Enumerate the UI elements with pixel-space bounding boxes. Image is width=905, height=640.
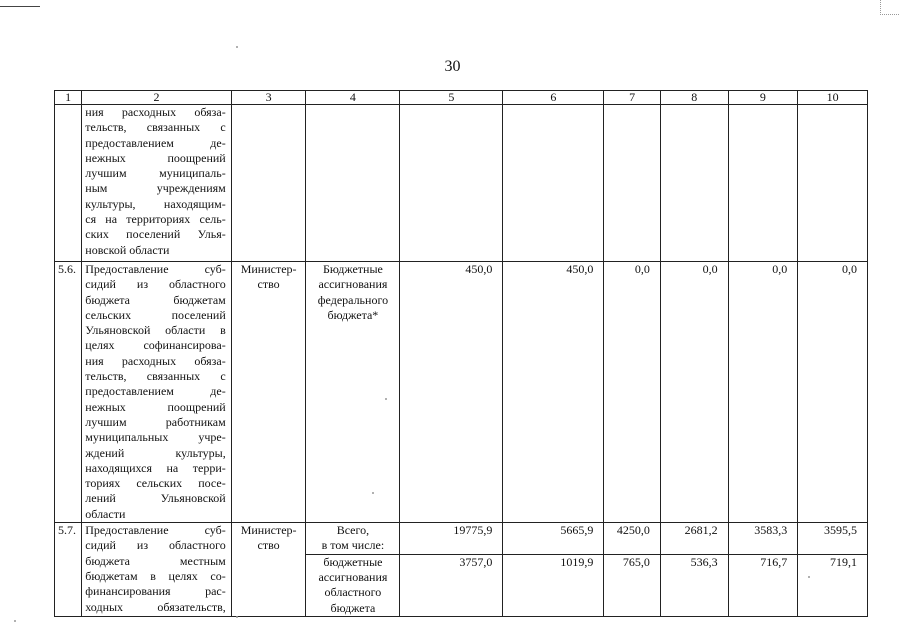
text-line: ся на территориях сель- (85, 212, 226, 227)
source-line: Бюджетные (322, 262, 383, 276)
header-cell: 7 (604, 91, 661, 105)
text-line: лучшим работникам (85, 414, 226, 429)
value-cell: 450,0 (503, 262, 604, 523)
value-cell: 0,0 (798, 262, 868, 523)
text-line: находящихся на терри- (85, 460, 226, 475)
source-line: федерального (317, 292, 389, 307)
source-cell (306, 262, 400, 523)
text-line: области (85, 506, 126, 521)
header-cell: 4 (306, 91, 400, 105)
regional-value-cell: 719,1 (798, 554, 868, 616)
row-number-cell (55, 105, 82, 262)
scan-corner-mark (880, 0, 899, 15)
text-line: ских поселений Улья- (85, 227, 226, 242)
value-cell: 0,0 (604, 262, 661, 523)
row-number: 5.7. (55, 523, 82, 617)
text-line: нежных поощрений (85, 150, 226, 165)
regional-line: бюджетные (323, 554, 383, 569)
value-cell (660, 105, 728, 262)
text-line: финансирования рас- (85, 584, 226, 599)
value-cell (400, 105, 503, 262)
text-line: Предоставление суб- (85, 523, 226, 538)
value-cell (503, 105, 604, 262)
total-value-cell: 4250,0 (604, 523, 661, 555)
text-line: тельств, связанных с (85, 120, 226, 135)
total-value-cell: 19775,9 (400, 523, 503, 555)
value-cell: 450,0 (400, 262, 503, 523)
header-row (55, 91, 868, 105)
total-label-cell (306, 523, 400, 555)
text-line: целях софинансирова- (85, 338, 226, 353)
description-cell (82, 105, 231, 262)
text-line: ходных обязательств, (85, 599, 226, 614)
regional-value-cell: 1019,9 (503, 554, 604, 616)
row-number: 5.6. (55, 262, 82, 523)
regional-value-cell: 3757,0 (400, 554, 503, 616)
header-cell: 1 (55, 91, 82, 105)
header-cell: 6 (503, 91, 604, 105)
text-line: ния расходных обяза- (85, 353, 226, 368)
header-cell: 5 (400, 91, 503, 105)
text-line: сельских поселений (85, 307, 226, 322)
budget-table (54, 90, 868, 617)
text-line: сидий из областного (85, 277, 226, 292)
text-line: бюджета местным (85, 553, 226, 568)
text-line: нежных поощрений (85, 399, 226, 414)
text-line: предоставлением де- (85, 135, 226, 150)
text-line: бюджетам в целях со- (85, 568, 226, 583)
description-cell (82, 262, 231, 523)
scan-speck (385, 398, 387, 400)
regional-line: ассигнования (318, 569, 388, 584)
text-line: ным учреждениям (85, 181, 226, 196)
value-cell: 0,0 (660, 262, 728, 523)
regional-label-cell (306, 554, 400, 616)
text-line: муниципальных учре- (85, 430, 226, 445)
text-line: новской области (85, 242, 170, 257)
header-cell: 8 (660, 91, 728, 105)
header-cell: 2 (82, 91, 231, 105)
regional-value-cell: 765,0 (604, 554, 661, 616)
source-line: ассигнования (318, 277, 388, 292)
scan-speck (372, 492, 374, 494)
org-cell (231, 262, 306, 523)
text-line: ния расходных обяза- (85, 105, 226, 119)
table-row-5-6 (55, 262, 868, 523)
text-line: культуры, находящим- (85, 196, 226, 211)
scan-speck (14, 620, 16, 622)
regional-line: областного (324, 585, 382, 600)
org-cell (231, 105, 306, 262)
text-line: тельств, связанных с (85, 369, 226, 384)
table-row-continuation (55, 105, 868, 262)
value-cell (728, 105, 798, 262)
text-line: сидий из областного (85, 538, 226, 553)
value-cell (604, 105, 661, 262)
regional-line: бюджета (330, 600, 376, 615)
value-cell (798, 105, 868, 262)
total-value-cell: 3595,5 (798, 523, 868, 555)
org-line: ство (257, 538, 280, 553)
regional-value-cell: 536,3 (660, 554, 728, 616)
page-number: 30 (444, 58, 461, 75)
total-value-cell: 2681,2 (660, 523, 728, 555)
header-cell: 3 (231, 91, 306, 105)
regional-value-cell: 716,7 (728, 554, 798, 616)
text-line: Предоставление суб- (85, 262, 226, 276)
text-line: лучшим муниципаль- (85, 166, 226, 181)
total-value-cell: 5665,9 (503, 523, 604, 555)
org-line: Министер- (240, 523, 297, 538)
description-cell (82, 523, 231, 617)
total-line: в том числе: (321, 538, 385, 553)
text-line: бюджета бюджетам (85, 292, 226, 307)
org-line: Министер- (240, 262, 297, 276)
header-cell: 9 (728, 91, 798, 105)
header-cell: 10 (798, 91, 868, 105)
org-line: ство (257, 277, 280, 292)
scan-speck (808, 576, 810, 578)
text-line: Ульяновской области в (85, 323, 226, 338)
total-value-cell: 3583,3 (728, 523, 798, 555)
total-line: Всего, (336, 523, 370, 538)
value-cell: 0,0 (728, 262, 798, 523)
text-line: ториях сельских посе- (85, 476, 226, 491)
org-cell (231, 523, 306, 617)
scan-speck (236, 616, 238, 618)
scan-edge-line (0, 6, 40, 7)
table-row-5-7 (55, 523, 868, 555)
source-line: бюджета* (327, 307, 379, 322)
text-line: лений Ульяновской (85, 491, 226, 506)
text-line: предоставлением де- (85, 384, 226, 399)
scan-speck (236, 46, 238, 48)
text-line: ждений культуры, (85, 445, 226, 460)
source-cell (306, 105, 400, 262)
